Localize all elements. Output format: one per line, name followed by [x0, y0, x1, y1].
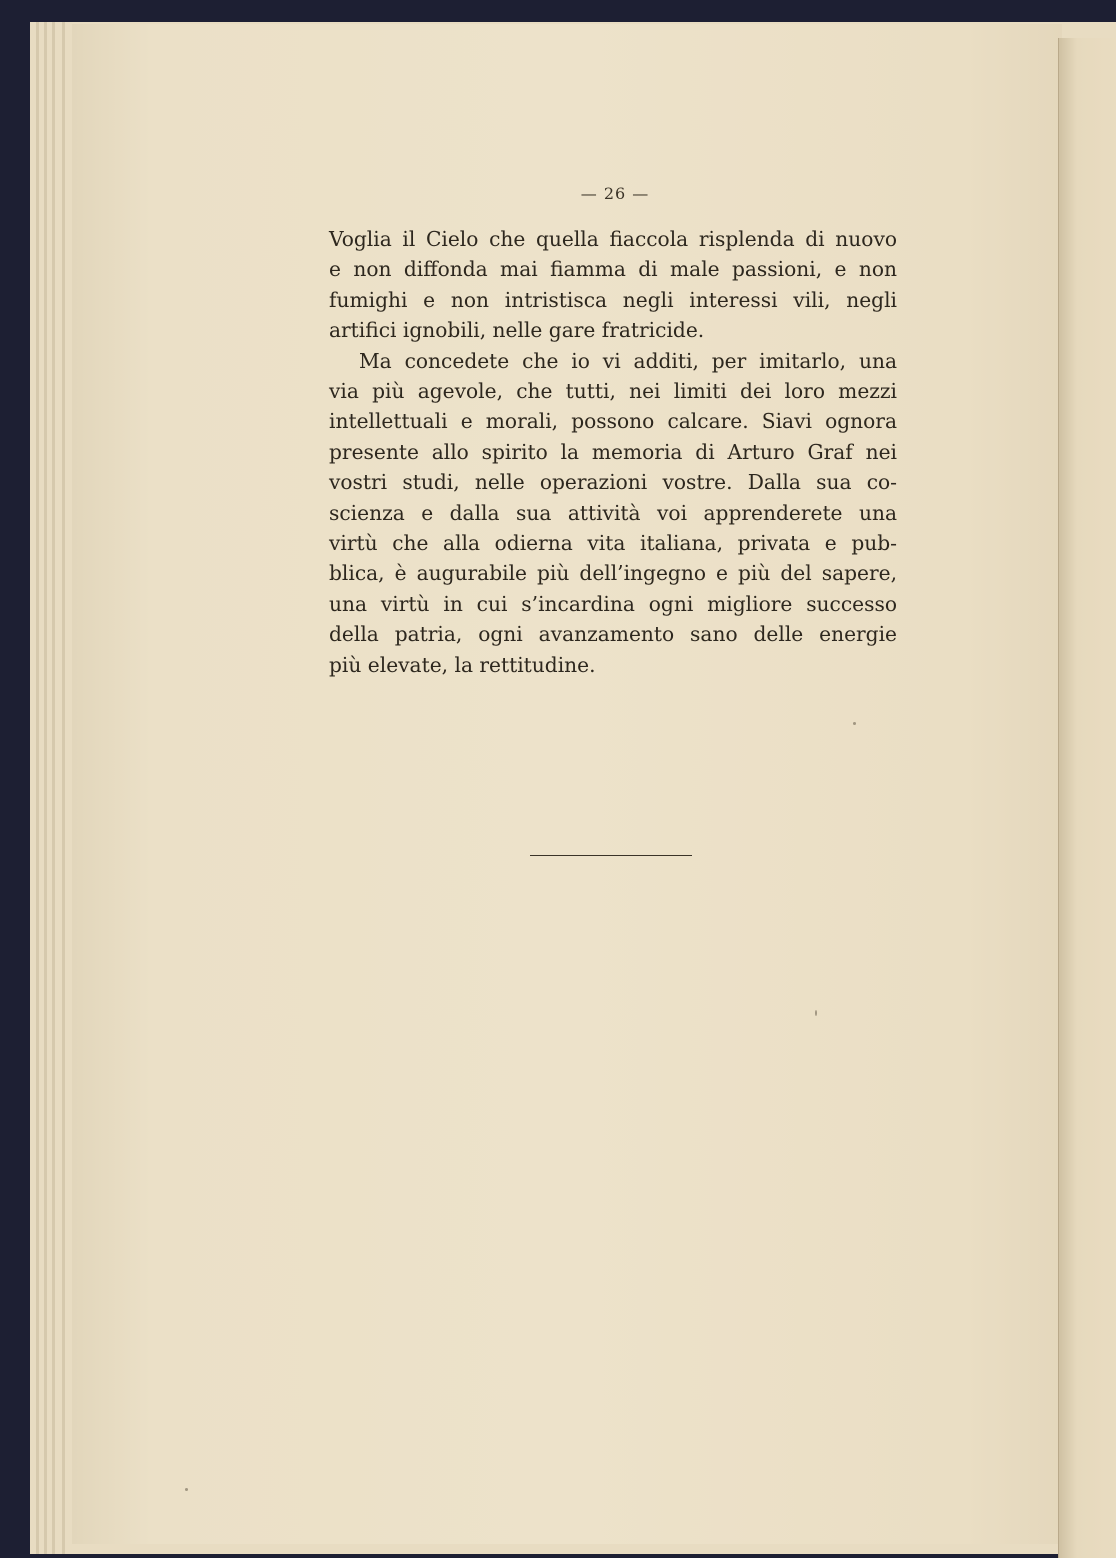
- page-edge-line: [44, 22, 47, 1554]
- end-rule: [530, 855, 692, 856]
- paragraph-1: [329, 224, 897, 346]
- text-line: Ma concedete che io vi additi, per imitarlo, una: [359, 348, 897, 373]
- page-number: — 26 —: [580, 184, 650, 203]
- facing-page-edge: [1058, 38, 1116, 1558]
- text-line: della patria, ogni avanzamento sano delle energie: [329, 622, 897, 647]
- text-line: fumighi e non intristisca negli interessi vili, negli: [329, 287, 897, 312]
- text-line: vostri studi, nelle operazioni vostre. Dalla sua co-: [329, 470, 897, 495]
- text-line: virtù che alla odierna vita italiana, privata e pub-: [329, 531, 897, 556]
- text-line: via più agevole, che tutti, nei limiti dei loro mezzi: [329, 379, 897, 404]
- text-line: artifici ignobili, nelle gare fratricide.: [329, 318, 705, 343]
- text-line: presente allo spirito la memoria di Arturo Graf nei: [329, 439, 897, 464]
- text-line: una virtù in cui s’incardina ogni migliore successo: [329, 591, 897, 616]
- text-line: scienza e dalla sua attività voi apprenderete una: [329, 500, 897, 525]
- page-edge-line: [52, 22, 55, 1554]
- text-line: Voglia il Cielo che quella fiaccola risplenda di nuovo: [329, 227, 897, 251]
- body-text: [329, 224, 897, 680]
- text-line: e non diffonda mai fiamma di male passioni, e non: [329, 257, 897, 282]
- paper-speck: [815, 1010, 817, 1016]
- paper-speck: [853, 722, 856, 725]
- text-line: più elevate, la rettitudine.: [329, 652, 596, 677]
- text-line: blica, è augurabile più dell’ingegno e più del sapere,: [329, 561, 897, 586]
- page-edge-line: [36, 22, 39, 1554]
- text-line: intellettuali e morali, possono calcare. Siavi ognora: [329, 409, 897, 434]
- page-edge-line: [62, 22, 65, 1554]
- paper-speck: [185, 1488, 188, 1491]
- paragraph-2: [329, 346, 897, 680]
